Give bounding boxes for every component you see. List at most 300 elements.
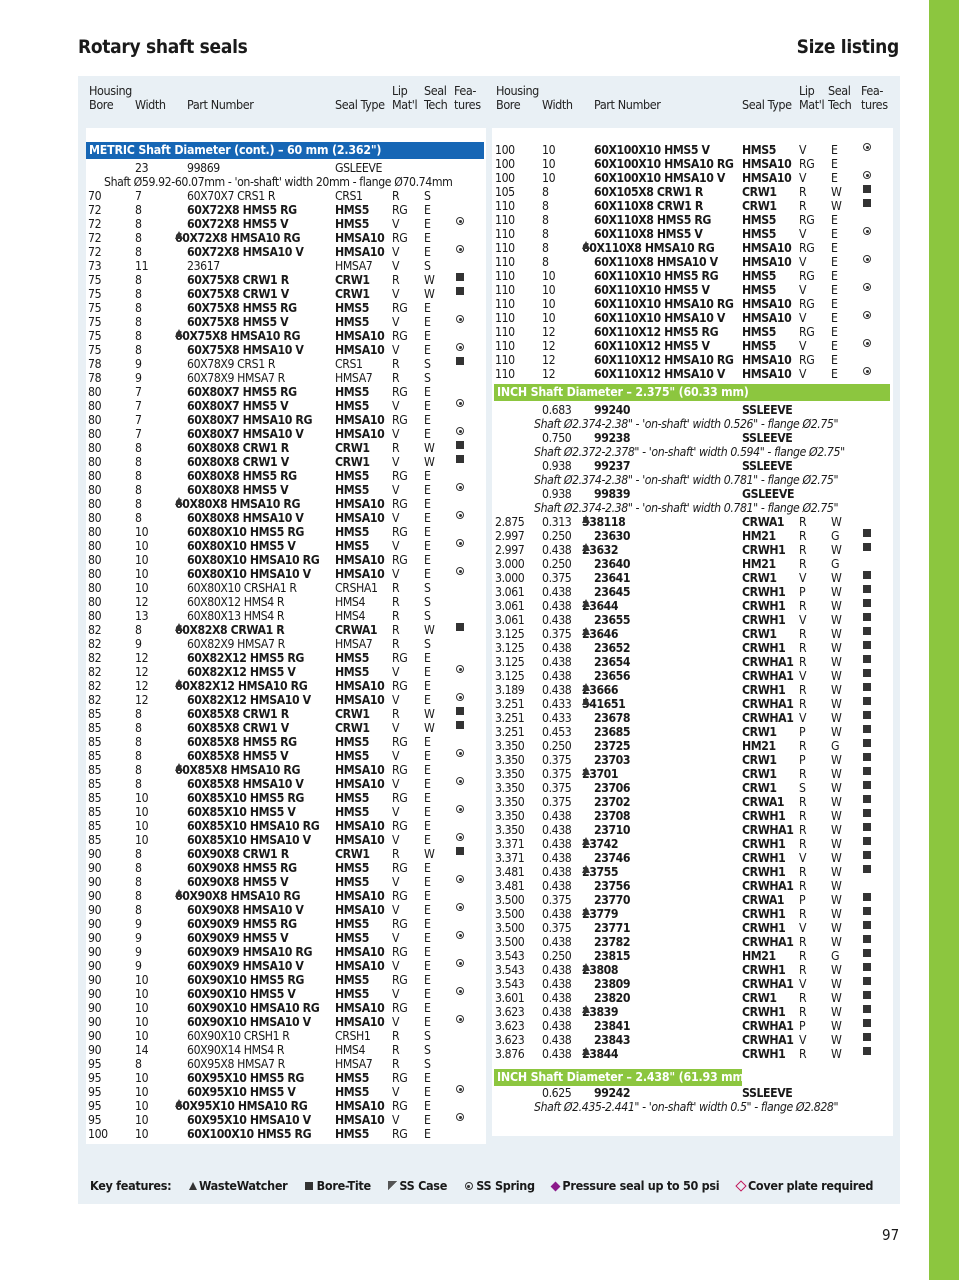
lip-material: V (392, 399, 400, 413)
seal-type: CRW1 (742, 185, 777, 199)
sleeve-note: Shaft Ø2.374-2.38" - 'on-shaft' width 0.526" - flange Ø2.75" (534, 417, 839, 431)
table-row (88, 231, 483, 245)
table-row (88, 385, 483, 399)
housing-bore: 3.543 (495, 963, 525, 977)
wastewatcher-icon (582, 907, 590, 915)
seal-type: HMS5 (335, 861, 370, 875)
housing-bore: 110 (495, 367, 515, 381)
col-bore: Bore (496, 97, 521, 112)
housing-bore: 3.500 (495, 907, 525, 921)
part-number: 23644 (582, 599, 619, 613)
part-number: 99238 (594, 431, 631, 445)
seal-tech: W (831, 963, 842, 977)
seal-tech: E (424, 399, 431, 413)
wastewatcher-icon (189, 1182, 197, 1190)
table-row (495, 1005, 890, 1019)
housing-bore: 2.875 (495, 515, 525, 529)
seal-type: HMS5 (742, 283, 777, 297)
lip-material: RG (392, 1001, 408, 1015)
part-number: 60X90X9 HMS5 V (187, 931, 289, 945)
width-value: 11 (135, 259, 149, 273)
lip-material: R (799, 837, 807, 851)
housing-bore: 3.500 (495, 921, 525, 935)
seal-tech: W (831, 991, 842, 1005)
lip-material: R (392, 371, 400, 385)
seal-tech: E (831, 367, 838, 381)
table-row (88, 833, 483, 847)
part-number: 23701 (582, 767, 619, 781)
table-row (88, 1113, 483, 1127)
seal-tech: W (831, 1047, 842, 1061)
seal-tech: E (424, 889, 431, 903)
seal-type: HMSA10 (742, 297, 792, 311)
part-number: 60X80X10 HMSA10 V (187, 567, 311, 581)
key-cover: Cover plate required (737, 1178, 873, 1193)
seal-tech: E (424, 427, 431, 441)
width-value: 0.375 (542, 767, 572, 781)
bore-tite-icon (863, 1019, 871, 1027)
ss-spring-icon (456, 245, 464, 253)
part-number: 60X110X10 HMSA10 V (594, 311, 725, 325)
lip-material: RG (392, 203, 408, 217)
table-row (88, 791, 483, 805)
housing-bore: 75 (88, 343, 102, 357)
housing-bore: 3.125 (495, 655, 525, 669)
width-value: 10 (542, 269, 556, 283)
housing-bore: 3.061 (495, 599, 525, 613)
housing-bore: 82 (88, 651, 102, 665)
table-row (495, 627, 890, 641)
key-pressure: Pressure seal up to 50 psi (552, 1178, 719, 1193)
width-value: 0.438 (542, 837, 572, 851)
seal-type: HMS5 (335, 973, 370, 987)
housing-bore: 85 (88, 777, 102, 791)
part-number: 60X85X8 HMSA10 V (187, 777, 304, 791)
seal-tech: W (424, 455, 435, 469)
housing-bore: 82 (88, 623, 102, 637)
part-number: 60X110X12 HMSA10 V (594, 367, 725, 381)
housing-bore: 90 (88, 861, 102, 875)
part-number: 23820 (594, 991, 631, 1005)
part-number: 23770 (594, 893, 631, 907)
part-number: 99240 (594, 403, 631, 417)
bore-tite-icon (863, 753, 871, 761)
seal-tech: E (831, 143, 838, 157)
seal-tech: E (424, 1001, 431, 1015)
housing-bore: 85 (88, 735, 102, 749)
seal-tech: E (424, 679, 431, 693)
seal-tech: W (831, 599, 842, 613)
table-row (88, 301, 483, 315)
width-value: 10 (135, 525, 149, 539)
width-value: 0.375 (542, 921, 572, 935)
table-row (88, 777, 483, 791)
part-number: 60X80X13 HMS4 R (187, 609, 285, 623)
housing-bore: 72 (88, 245, 102, 259)
ss-spring-icon (456, 539, 464, 547)
seal-tech: W (831, 669, 842, 683)
lip-material: R (799, 809, 807, 823)
width-value: 10 (542, 283, 556, 297)
lip-material: V (392, 245, 400, 259)
bore-tite-icon (863, 907, 871, 915)
seal-type: HMSA10 (335, 427, 385, 441)
seal-type: CRW1 (335, 273, 370, 287)
width-value: 8 (542, 255, 549, 269)
width-value: 9 (135, 945, 142, 959)
width-value: 8 (542, 199, 549, 213)
seal-type: HMS5 (335, 651, 370, 665)
bore-tite-icon (456, 455, 464, 463)
part-number: 60X100X10 HMS5 V (594, 143, 710, 157)
lip-material: R (799, 655, 807, 669)
width-value: 8 (135, 777, 142, 791)
seal-tech: E (424, 749, 431, 763)
wastewatcher-icon (582, 1047, 590, 1055)
part-number: 60X95X10 HMS5 V (187, 1085, 296, 1099)
width-value: 0.438 (542, 599, 572, 613)
part-number: 60X80X10 CRSHA1 R (187, 581, 297, 595)
bore-tite-icon (863, 949, 871, 957)
table-row (88, 847, 483, 861)
lip-material: V (799, 669, 807, 683)
ss-spring-icon (456, 959, 464, 967)
housing-bore: 95 (88, 1099, 102, 1113)
table-row (495, 795, 890, 809)
seal-tech: W (424, 707, 435, 721)
housing-bore: 85 (88, 833, 102, 847)
seal-type: HMSA10 (742, 255, 792, 269)
sleeve-row (88, 161, 483, 175)
width-value: 14 (135, 1043, 149, 1057)
width-value: 0.938 (542, 487, 572, 501)
col-tures: tures (861, 97, 888, 112)
width-value: 8 (135, 287, 142, 301)
seal-tech: E (831, 227, 838, 241)
table-row (88, 805, 483, 819)
lip-material: RG (392, 1099, 408, 1113)
table-row (88, 455, 483, 469)
sleeve-row (495, 403, 890, 417)
part-number: 99242 (594, 1086, 631, 1100)
housing-bore: 80 (88, 455, 102, 469)
seal-type: HMS5 (335, 1127, 370, 1141)
table-row (495, 1047, 890, 1061)
seal-type: HMSA10 (335, 679, 385, 693)
width-value: 8 (135, 707, 142, 721)
wastewatcher-icon (582, 241, 590, 249)
housing-bore: 90 (88, 889, 102, 903)
housing-bore: 75 (88, 315, 102, 329)
seal-tech: E (424, 833, 431, 847)
table-row (495, 837, 890, 851)
wastewatcher-icon (175, 623, 183, 631)
housing-bore: 3.481 (495, 865, 525, 879)
seal-tech: E (424, 959, 431, 973)
seal-type: HMS5 (742, 339, 777, 353)
width-value: 9 (135, 931, 142, 945)
table-row (495, 297, 890, 311)
seal-type: CRW1 (335, 287, 370, 301)
housing-bore: 72 (88, 231, 102, 245)
lip-material: R (799, 1047, 807, 1061)
lip-material: R (799, 185, 807, 199)
seal-tech: E (424, 763, 431, 777)
seal-tech: E (424, 497, 431, 511)
table-row (495, 893, 890, 907)
lip-material: R (392, 581, 400, 595)
part-number: 60X82X9 HMSA7 R (187, 637, 285, 651)
lip-material: V (799, 227, 807, 241)
table-row (495, 809, 890, 823)
lip-material: RG (392, 553, 408, 567)
lip-material: V (799, 851, 807, 865)
wastewatcher-icon (582, 767, 590, 775)
bore-tite-icon (456, 357, 464, 365)
housing-bore: 3.000 (495, 571, 525, 585)
ss-spring-icon (456, 749, 464, 757)
seal-tech: S (424, 1057, 431, 1071)
table-row (495, 157, 890, 171)
wastewatcher-icon (582, 697, 590, 705)
housing-bore: 3.543 (495, 949, 525, 963)
seal-type: CRS1 (335, 189, 363, 203)
lip-material: RG (392, 413, 408, 427)
lip-material: R (799, 879, 807, 893)
housing-bore: 3.350 (495, 767, 525, 781)
housing-bore: 3.350 (495, 795, 525, 809)
ss-spring-icon (863, 255, 871, 263)
key-sscase: SS Case (388, 1178, 447, 1193)
lip-material: RG (392, 889, 408, 903)
lip-material: V (392, 343, 400, 357)
ss-spring-icon (863, 339, 871, 347)
housing-bore: 90 (88, 1001, 102, 1015)
width-value: 8 (135, 903, 142, 917)
seal-type: HMSA10 (335, 553, 385, 567)
seal-type: HMS4 (335, 595, 366, 609)
sleeve-row (495, 487, 890, 501)
part-number: 60X95X10 HMSA10 RG (175, 1099, 308, 1113)
housing-bore: 110 (495, 199, 515, 213)
lip-material: V (392, 539, 400, 553)
ss-spring-icon (863, 311, 871, 319)
width-value: 10 (135, 539, 149, 553)
housing-bore: 70 (88, 189, 102, 203)
table-row (495, 213, 890, 227)
width-value: 0.375 (542, 795, 572, 809)
housing-bore: 85 (88, 707, 102, 721)
housing-bore: 95 (88, 1071, 102, 1085)
bore-tite-icon (863, 641, 871, 649)
seal-tech: E (424, 343, 431, 357)
part-number: 60X85X8 HMS5 V (187, 749, 289, 763)
housing-bore: 80 (88, 483, 102, 497)
seal-type: HMS5 (335, 203, 370, 217)
seal-type: HMSA10 (335, 497, 385, 511)
ss-spring-icon (456, 1015, 464, 1023)
left-column-headers (88, 84, 488, 112)
table-row (495, 585, 890, 599)
table-row (495, 1019, 890, 1033)
width-value: 10 (135, 987, 149, 1001)
width-value: 10 (135, 1015, 149, 1029)
seal-type: CRWHA1 (742, 711, 794, 725)
part-number: 23655 (594, 613, 631, 627)
seal-tech: E (424, 1085, 431, 1099)
lip-material: R (799, 823, 807, 837)
col-bore: Bore (89, 97, 114, 112)
seal-type: HMSA10 (335, 1099, 385, 1113)
width-value: 0.438 (542, 641, 572, 655)
part-number: 60X100X10 HMSA10 V (594, 171, 725, 185)
part-number: 60X110X12 HMSA10 RG (594, 353, 734, 367)
seal-type: CRW1 (742, 991, 777, 1005)
seal-type: HMS5 (742, 143, 777, 157)
seal-type: HMSA10 (742, 241, 792, 255)
pressure-seal-icon (551, 1182, 561, 1192)
seal-tech: S (424, 637, 431, 651)
bore-tite-icon (456, 847, 464, 855)
seal-type: HMSA10 (335, 343, 385, 357)
part-number: 23640 (594, 557, 631, 571)
table-row (495, 683, 890, 697)
table-row (495, 599, 890, 613)
seal-type: CRW1 (335, 455, 370, 469)
housing-bore: 90 (88, 931, 102, 945)
ss-spring-icon (863, 227, 871, 235)
housing-bore: 72 (88, 217, 102, 231)
width-value: 10 (135, 581, 149, 595)
table-row (88, 959, 483, 973)
housing-bore: 82 (88, 693, 102, 707)
width-value: 0.438 (542, 935, 572, 949)
col-mat: Mat'l (799, 97, 825, 112)
width-value: 0.938 (542, 459, 572, 473)
seal-tech: E (424, 525, 431, 539)
seal-type: HMS5 (742, 213, 777, 227)
seal-tech: W (831, 809, 842, 823)
seal-tech: E (831, 255, 838, 269)
lip-material: R (799, 865, 807, 879)
lip-material: V (392, 455, 400, 469)
width-value: 0.438 (542, 809, 572, 823)
seal-type: HMSA10 (335, 413, 385, 427)
housing-bore: 80 (88, 413, 102, 427)
seal-tech: W (831, 823, 842, 837)
seal-tech: W (831, 977, 842, 991)
col-tures: tures (454, 97, 481, 112)
lip-material: R (799, 627, 807, 641)
seal-type: HMSA10 (335, 693, 385, 707)
width-value: 10 (135, 973, 149, 987)
seal-tech: E (424, 693, 431, 707)
lip-material: R (799, 935, 807, 949)
housing-bore: 100 (495, 157, 515, 171)
housing-bore: 82 (88, 637, 102, 651)
part-number: 60X90X10 HMS5 V (187, 987, 296, 1001)
seal-type: HMSA10 (335, 959, 385, 973)
part-number: 60X90X14 HMS4 R (187, 1043, 285, 1057)
width-value: 8 (135, 245, 142, 259)
part-number: 60X90X9 HMSA10 RG (187, 945, 313, 959)
housing-bore: 3.876 (495, 1047, 525, 1061)
width-value: 8 (135, 511, 142, 525)
bore-tite-icon (863, 655, 871, 663)
part-number: 60X100X10 HMS5 RG (187, 1127, 312, 1141)
part-number: 60X85X8 CRW1 V (187, 721, 289, 735)
seal-tech: E (424, 329, 431, 343)
lip-material: V (799, 711, 807, 725)
lip-material: RG (392, 525, 408, 539)
housing-bore: 100 (495, 143, 515, 157)
seal-tech: E (424, 1071, 431, 1085)
table-row (88, 623, 483, 637)
table-row (88, 469, 483, 483)
width-value: 0.625 (542, 1086, 572, 1100)
seal-type: HMS5 (335, 791, 370, 805)
bore-tite-icon (863, 725, 871, 733)
width-value: 12 (542, 325, 556, 339)
housing-bore: 3.481 (495, 879, 525, 893)
seal-tech: W (831, 753, 842, 767)
lip-material: RG (799, 353, 815, 367)
table-row (88, 889, 483, 903)
part-number: 60X90X8 HMS5 V (187, 875, 289, 889)
housing-bore: 105 (495, 185, 515, 199)
seal-tech: E (831, 311, 838, 325)
width-value: 0.438 (542, 1005, 572, 1019)
part-number: 60X72X8 HMSA10 V (187, 245, 304, 259)
part-number: 23702 (594, 795, 631, 809)
bore-tite-icon (863, 963, 871, 971)
seal-type: SSLEEVE (742, 431, 793, 445)
col-seal: Seal (828, 83, 851, 98)
seal-type: CRWH1 (742, 837, 786, 851)
lip-material: V (392, 259, 400, 273)
width-value: 10 (135, 1127, 149, 1141)
table-row (88, 357, 483, 371)
lip-material: V (392, 805, 400, 819)
width-value: 8 (135, 315, 142, 329)
col-part-number: Part Number (187, 97, 254, 112)
part-number: 60X70X7 CRS1 R (187, 189, 276, 203)
table-row (495, 269, 890, 283)
key-ssspring: SS Spring (465, 1178, 535, 1193)
seal-tech: S (424, 609, 431, 623)
seal-tech: W (424, 623, 435, 637)
part-number: 23630 (594, 529, 631, 543)
seal-tech: W (831, 893, 842, 907)
bore-tite-icon (863, 585, 871, 593)
seal-type: HMS5 (335, 917, 370, 931)
table-row (495, 353, 890, 367)
housing-bore: 80 (88, 581, 102, 595)
seal-type: CRWH1 (742, 641, 786, 655)
seal-tech: E (424, 791, 431, 805)
col-part-number: Part Number (594, 97, 661, 112)
seal-type: HMS5 (335, 735, 370, 749)
seal-type: HMS4 (335, 1043, 366, 1057)
width-value: 0.438 (542, 865, 572, 879)
width-value: 12 (135, 665, 149, 679)
housing-bore: 110 (495, 283, 515, 297)
housing-bore: 2.997 (495, 543, 525, 557)
bore-tite-icon (863, 669, 871, 677)
lip-material: R (799, 641, 807, 655)
housing-bore: 75 (88, 287, 102, 301)
housing-bore: 90 (88, 1043, 102, 1057)
